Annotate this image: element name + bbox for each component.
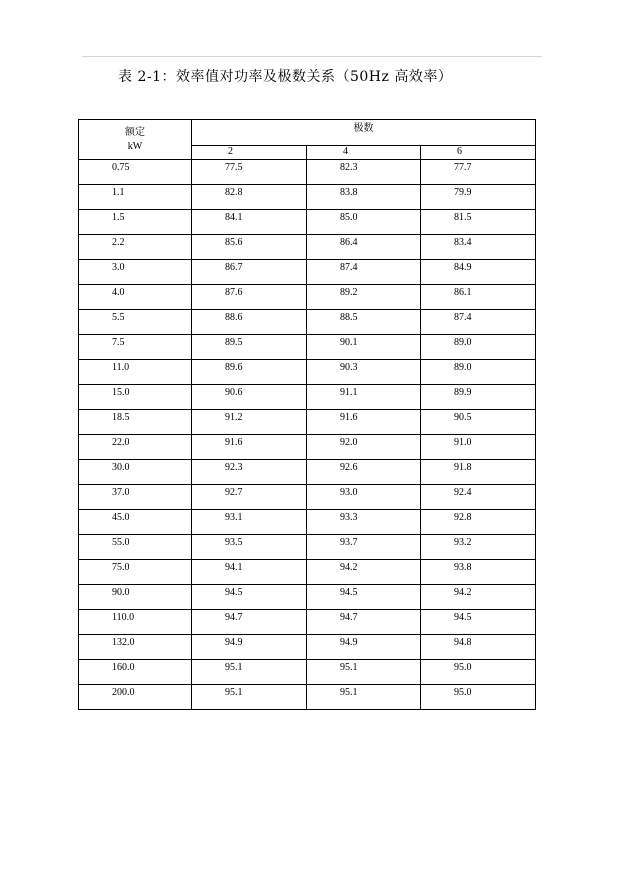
rated-power-cell: 1.1 xyxy=(79,185,192,210)
pole-6-efficiency-cell: 91.0 xyxy=(421,435,536,460)
pole-6-efficiency-cell: 94.8 xyxy=(421,635,536,660)
pole-2-efficiency-cell: 92.7 xyxy=(192,485,307,510)
pole-6-efficiency-cell: 95.0 xyxy=(421,685,536,710)
rated-power-cell: 55.0 xyxy=(79,535,192,560)
efficiency-table xyxy=(78,119,536,710)
pole-6-efficiency-cell: 89.9 xyxy=(421,385,536,410)
pole-4-efficiency-cell: 83.8 xyxy=(307,185,421,210)
pole-6-efficiency-cell: 87.4 xyxy=(421,310,536,335)
pole-4-header: 4 xyxy=(307,146,421,160)
rated-power-cell: 30.0 xyxy=(79,460,192,485)
pole-6-efficiency-cell: 94.2 xyxy=(421,585,536,610)
pole-2-efficiency-cell: 77.5 xyxy=(192,160,307,185)
pole-4-efficiency-cell: 93.7 xyxy=(307,535,421,560)
pole-4-efficiency-cell: 89.2 xyxy=(307,285,421,310)
rated-power-cell: 3.0 xyxy=(79,260,192,285)
table-row xyxy=(79,560,536,585)
pole-4-efficiency-cell: 92.0 xyxy=(307,435,421,460)
table-row xyxy=(79,435,536,460)
rated-power-cell: 45.0 xyxy=(79,510,192,535)
rated-power-cell: 37.0 xyxy=(79,485,192,510)
pole-4-efficiency-cell: 82.3 xyxy=(307,160,421,185)
pole-2-efficiency-cell: 82.8 xyxy=(192,185,307,210)
pole-6-efficiency-cell: 84.9 xyxy=(421,260,536,285)
pole-2-efficiency-cell: 84.1 xyxy=(192,210,307,235)
rated-power-cell: 11.0 xyxy=(79,360,192,385)
pole-6-efficiency-cell: 79.9 xyxy=(421,185,536,210)
table-row xyxy=(79,510,536,535)
pole-4-efficiency-cell: 86.4 xyxy=(307,235,421,260)
pole-4-efficiency-cell: 90.1 xyxy=(307,335,421,360)
poles-header: 极数 xyxy=(192,120,536,146)
rated-power-cell: 4.0 xyxy=(79,285,192,310)
pole-6-header: 6 xyxy=(421,146,536,160)
table-row xyxy=(79,460,536,485)
table-row xyxy=(79,335,536,360)
pole-4-efficiency-cell: 91.6 xyxy=(307,410,421,435)
pole-6-efficiency-cell: 81.5 xyxy=(421,210,536,235)
table-row xyxy=(79,235,536,260)
table-row xyxy=(79,310,536,335)
table-header-row xyxy=(79,120,536,146)
pole-4-efficiency-cell: 94.2 xyxy=(307,560,421,585)
table-row xyxy=(79,610,536,635)
table-row xyxy=(79,410,536,435)
pole-2-efficiency-cell: 88.6 xyxy=(192,310,307,335)
pole-2-efficiency-cell: 92.3 xyxy=(192,460,307,485)
pole-2-header: 2 xyxy=(192,146,307,160)
pole-4-efficiency-cell: 85.0 xyxy=(307,210,421,235)
table-body xyxy=(79,160,536,710)
table-row xyxy=(79,210,536,235)
rated-header-label: 额定 xyxy=(125,126,145,138)
pole-2-efficiency-cell: 89.6 xyxy=(192,360,307,385)
table-row xyxy=(79,260,536,285)
pole-6-efficiency-cell: 92.4 xyxy=(421,485,536,510)
pole-4-efficiency-cell: 87.4 xyxy=(307,260,421,285)
rated-power-cell: 1.5 xyxy=(79,210,192,235)
pole-6-efficiency-cell: 94.5 xyxy=(421,610,536,635)
pole-6-efficiency-cell: 93.2 xyxy=(421,535,536,560)
pole-6-efficiency-cell: 83.4 xyxy=(421,235,536,260)
pole-4-efficiency-cell: 90.3 xyxy=(307,360,421,385)
table-row xyxy=(79,385,536,410)
pole-4-efficiency-cell: 94.7 xyxy=(307,610,421,635)
header-rule xyxy=(82,56,542,57)
rated-power-cell: 2.2 xyxy=(79,235,192,260)
pole-2-efficiency-cell: 93.5 xyxy=(192,535,307,560)
pole-2-efficiency-cell: 95.1 xyxy=(192,660,307,685)
rated-power-cell: 200.0 xyxy=(79,685,192,710)
rated-power-cell: 7.5 xyxy=(79,335,192,360)
table-row xyxy=(79,160,536,185)
pole-2-efficiency-cell: 94.5 xyxy=(192,585,307,610)
pole-4-efficiency-cell: 94.5 xyxy=(307,585,421,610)
pole-6-efficiency-cell: 93.8 xyxy=(421,560,536,585)
pole-4-efficiency-cell: 95.1 xyxy=(307,685,421,710)
rated-power-cell: 132.0 xyxy=(79,635,192,660)
table-row xyxy=(79,635,536,660)
rated-power-cell: 18.5 xyxy=(79,410,192,435)
pole-2-efficiency-cell: 90.6 xyxy=(192,385,307,410)
pole-2-efficiency-cell: 94.9 xyxy=(192,635,307,660)
pole-6-efficiency-cell: 95.0 xyxy=(421,660,536,685)
pole-6-efficiency-cell: 92.8 xyxy=(421,510,536,535)
rated-power-cell: 110.0 xyxy=(79,610,192,635)
rated-power-cell: 5.5 xyxy=(79,310,192,335)
rated-power-cell: 0.75 xyxy=(79,160,192,185)
table-row xyxy=(79,585,536,610)
rated-power-cell: 75.0 xyxy=(79,560,192,585)
pole-6-efficiency-cell: 89.0 xyxy=(421,335,536,360)
pole-4-efficiency-cell: 93.3 xyxy=(307,510,421,535)
pole-2-efficiency-cell: 86.7 xyxy=(192,260,307,285)
rated-power-cell: 22.0 xyxy=(79,435,192,460)
rated-power-cell: 15.0 xyxy=(79,385,192,410)
pole-4-efficiency-cell: 95.1 xyxy=(307,660,421,685)
pole-6-efficiency-cell: 86.1 xyxy=(421,285,536,310)
pole-2-efficiency-cell: 95.1 xyxy=(192,685,307,710)
pole-6-efficiency-cell: 89.0 xyxy=(421,360,536,385)
table-row xyxy=(79,685,536,710)
rated-power-header xyxy=(79,120,192,160)
rated-power-cell: 90.0 xyxy=(79,585,192,610)
rated-power-cell: 160.0 xyxy=(79,660,192,685)
pole-4-efficiency-cell: 91.1 xyxy=(307,385,421,410)
pole-2-efficiency-cell: 87.6 xyxy=(192,285,307,310)
pole-2-efficiency-cell: 91.2 xyxy=(192,410,307,435)
pole-4-efficiency-cell: 92.6 xyxy=(307,460,421,485)
pole-6-efficiency-cell: 90.5 xyxy=(421,410,536,435)
pole-2-efficiency-cell: 85.6 xyxy=(192,235,307,260)
table-row xyxy=(79,535,536,560)
pole-4-efficiency-cell: 88.5 xyxy=(307,310,421,335)
table-row xyxy=(79,285,536,310)
table-row xyxy=(79,185,536,210)
table-row xyxy=(79,360,536,385)
table-row xyxy=(79,660,536,685)
rated-header-unit: kW xyxy=(127,140,143,152)
pole-4-efficiency-cell: 93.0 xyxy=(307,485,421,510)
table-row xyxy=(79,485,536,510)
pole-6-efficiency-cell: 77.7 xyxy=(421,160,536,185)
pole-2-efficiency-cell: 91.6 xyxy=(192,435,307,460)
table-caption: 表 2-1：效率值对功率及极数关系（50Hz 高效率） xyxy=(118,69,453,85)
pole-6-efficiency-cell: 91.8 xyxy=(421,460,536,485)
pole-4-efficiency-cell: 94.9 xyxy=(307,635,421,660)
pole-2-efficiency-cell: 94.7 xyxy=(192,610,307,635)
pole-2-efficiency-cell: 94.1 xyxy=(192,560,307,585)
pole-2-efficiency-cell: 89.5 xyxy=(192,335,307,360)
pole-2-efficiency-cell: 93.1 xyxy=(192,510,307,535)
